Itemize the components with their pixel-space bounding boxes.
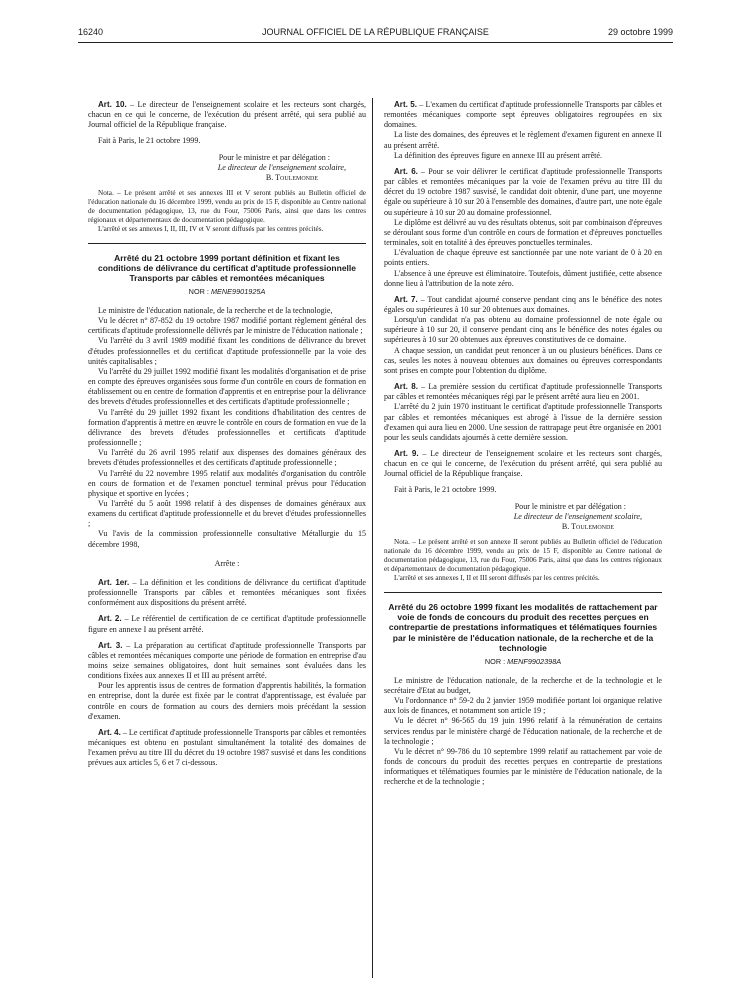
article-5-paragraph-2: La liste des domaines, des épreuves et le règlement d'examen figurent en annexe II au présent arrêté. [384,130,662,150]
article-6: Art. 6. – Pour se voir délivrer le certificat d'aptitude professionnelle Transports par câbles et remontées mécaniques par la voie de l'examen prévu au titre III du décret du 19 octobre 1987 susvisé, le candidat doit obtenir, d'une part, une moyenne égale ou supérieure à 10 sur 20 à l'ensemble des domaines, d'autre part, une note égale ou supérieure à 10 sur 20 au domaine professionnel. [384,166,662,217]
nota-paragraph: Nota. – Le présent arrêté et ses annexes III et V seront publiés au Bulletin officiel de l'éducation nationale du 16 décembre 1999, vendu au prix de 15 F, disponible au Centre national de documentation pédagogique, 13, rue du Four, 75006 Paris, ainsi que dans les centres régionaux et départementaux de documentation pédagogique. [88,189,366,224]
article-5-paragraph-3: La définition des épreuves figure en annexe III au présent arrêté. [394,150,603,160]
article-7: Art. 7. – Tout candidat ajourné conserve pendant cinq ans le bénéfice des notes égales ou supérieures à 10 sur 20 obtenues aux domaines. [384,294,662,314]
article-7-paragraph-3: A chaque session, un candidat peut renoncer à un ou plusieurs bénéfices. Dans ce cas, seules les notes à nouveau obtenues aux domaines ou épreuves correspondants sont prises en compte pour l'obtention du diplôme. [384,345,662,375]
article-8: Art. 8. – La première session du certificat d'aptitude professionnelle Transports par câbles et remontées mécaniques régi par le présent arrêté aura lieu en 2001. [384,382,662,402]
nota-diffusion: L'arrêté et ses annexes I, II et III seront diffusés par les centres précités. [394,573,600,582]
issue-date: 29 octobre 1999 [607,27,673,37]
article-2: Art. 2. – Le référentiel de certification de ce certificat d'aptitude professionnelle figure en annexe I au présent arrêté. [88,614,366,634]
header-rule [78,42,673,43]
visa-2: Vu l'arrêté du 3 avril 1989 modifié fixant les conditions de délivrance du brevet d'études professionnelles et du certificat d'aptitude professionnelle par la voie des unités capitalisables ; [88,336,366,366]
article-9: Art. 9. – Le directeur de l'enseignement scolaire et les recteurs sont chargés, chacun en ce qui le concerne, de l'exécution du présent arrêté, qui sera publié au Journal officiel de la République française. [384,449,662,479]
visa-6: Vu l'arrêté du 22 novembre 1995 relatif aux modalités d'organisation du contrôle en cours de formation et de l'examen ponctuel terminal prévus pour l'éducation physique et sportive en lycées ; [88,468,366,498]
article-8-paragraph-2: L'arrêté du 2 juin 1970 instituant le certificat d'aptitude professionnelle Transports par câbles et remontées mécaniques est abrogé à l'issue de la dernière session d'examen qui aura lieu en 2000. Une session de rattrapage peut être organisée en 2001 pour les seuls candidats ajournés à cette dernière session. [384,402,662,442]
article-3: Art. 3. – La préparation au certificat d'aptitude professionnelle Transports par câbles et remontées mécaniques comporte une période de formation en entreprise d'au moins seize semaines obligatoires, dont huit semaines sont évaluées dans les conditions fixées aux annexes II et III au présent arrêté. [88,640,366,681]
nor-reference: NOR : MENE9901925A [188,286,266,296]
right-column [384,100,662,788]
running-header [78,27,673,41]
visa-3: Vu l'arrêté du 29 juillet 1992 modifié fixant les modalités d'organisation et de prise en compte des épreuves organisées sous forme d'un contrôle en cours de formation en établissement ou en centre de formation d'apprentis et en entreprise pour la délivrance des brevets d'études professionnelles et des certificats d'aptitude professionnelle ; [88,366,366,407]
signature-place-date: Fait à Paris, le 21 octobre 1999. [98,136,201,146]
decree-title: Arrêté du 26 octobre 1999 fixant les modalités de rattachement par voie de fonds de concours du produit des recettes perçues en contrepartie de prestations informatiques et télématiques fournies par le ministère de l'éducation nationale, de la recherche et de la technologie [388,601,658,654]
signature-delegation: Pour le ministre et par délégation : [514,501,626,511]
nota-diffusion: L'arrêté et ses annexes I, II, III, IV et V seront diffusés par les centres précités. [98,224,324,233]
nor-reference: NOR : MENF9902398A [484,656,562,666]
article-1: Art. 1er. – La définition et les conditions de délivrance du certificat d'aptitude professionnelle Transports par câbles et remontées mécaniques sont fixées conformément aux dispositions du présent arrêté. [88,577,366,608]
signature-title: Le directeur de l'enseignement scolaire, [513,511,642,521]
preamble-ministers: Le ministre de l'éducation nationale, de la recherche et de la technologie et le secrétaire d'Etat au budget, [384,675,662,695]
visa-2: Vu le décret n° 96-565 du 19 juin 1996 relatif à la rémunération de certains services rendus par le ministère chargé de l'éducation nationale, de la recherche et de la technologie ; [384,716,662,746]
article-6-paragraph-4: L'absence à une épreuve est éliminatoire. Toutefois, dûment justifiée, cette absence donne lieu à l'attribution de la note zéro. [384,268,662,288]
visa-1: Vu l'ordonnance n° 59-2 du 2 janvier 1959 modifiée portant loi organique relative aux lois de finances, et notamment son article 19 ; [384,696,662,716]
signature-name: B. Toulemonde [561,521,614,531]
signature-place-date: Fait à Paris, le 21 octobre 1999. [394,485,497,495]
preamble-minister: Le ministre de l'éducation nationale, de la recherche et de la technologie, [98,306,333,315]
article-7-paragraph-2: Lorsqu'un candidat n'a pas obtenu au domaine professionnel de note égale ou supérieure à 10 sur 20, il conserve pendant cinq ans le bénéfice des notes égales ou supérieures à 10 sur 20 obtenues aux épreuves constitutives de ce domaine. [384,315,662,345]
signature-title: Le directeur de l'enseignement scolaire, [217,162,346,172]
nota-paragraph: Nota. – Le présent arrêté et son annexe II seront publiés au Bulletin officiel de l'éducation nationale du 16 décembre 1999, vendu au prix de 15 F, disponible au Centre national de documentation pédagogique, 13, rue du Four, 75006 Paris, ainsi que dans les centres régionaux et départementaux de documentation pédagogique. [384,538,662,573]
signature-name: B. Toulemonde [265,172,318,182]
article-5: Art. 5. – L'examen du certificat d'aptitude professionnelle Transports par câbles et remontées mécaniques comporte sept épreuves obligatoires regroupées en six domaines. [384,100,662,130]
visa-7: Vu l'arrêté du 5 août 1998 relatif à des dispenses de domaines généraux aux examens du certificat d'aptitude professionnelle et du brevet d'études professionnelles ; [88,498,366,529]
signature-delegation: Pour le ministre et par délégation : [218,152,330,162]
arrete-heading: Arrête : [214,558,240,568]
decree-title: Arrêté du 21 octobre 1999 portant définition et fixant les conditions de délivrance du certificat d'aptitude professionnelle Transports par câbles et remontées mécaniques [97,252,356,284]
article-6-paragraph-3: L'évaluation de chaque épreuve est sanctionnée par une note variant de 0 à 20 en points entiers. [384,248,662,268]
visa-3: Vu le décret n° 99-786 du 10 septembre 1999 relatif au rattachement par voie de fonds de concours du produit des recettes perçues en contrepartie de prestations informatiques et télématiques fournies par le ministère de l'éducation nationale, de la recherche et de la technologie ; [384,746,662,787]
column-divider [372,98,373,978]
article-3-paragraph-2: Pour les apprentis issus de centres de formation d'apprentis habilités, la formation en entreprise, dont la durée est fixée par le contrat d'apprentissage, est évaluée par contrôle en cours de formation au cours des derniers mois précédant la session d'examen. [88,681,366,721]
article-6-paragraph-2: Le diplôme est délivré au vu des résultats obtenus, soit par combinaison d'épreuves se déroulant sous forme d'un contrôle en cours de formation et d'épreuves ponctuelles terminales, soit en totalité à des épreuves ponctuelles terminales. [384,217,662,248]
journal-title: JOURNAL OFFICIEL DE LA RÉPUBLIQUE FRANÇAISE [262,27,489,37]
visa-5: Vu l'arrêté du 26 avril 1995 relatif aux dispenses des domaines généraux des brevets d'études professionnelles et des certificats d'aptitude professionnelle ; [88,448,366,468]
visa-4: Vu l'arrêté du 29 juillet 1992 fixant les conditions d'habilitation des centres de formation d'apprentis à mettre en œuvre le contrôle en cours de formation en vue de la délivrance des brevets d'études professionnelles et certificats d'aptitude professionnelle ; [88,407,366,448]
visa-1: Vu le décret n° 87-852 du 19 octobre 1987 modifié portant règlement général des certificats d'aptitude professionnelle délivrés par le ministre de l'éducation nationale ; [88,316,366,336]
page-number: 16240 [78,27,104,37]
visa-8: Vu l'avis de la commission professionnelle consultative Métallurgie du 15 décembre 1998, [88,529,366,549]
article-4: Art. 4. – Le certificat d'aptitude professionnelle Transports par câbles et remontées mécaniques est obtenu en postulant simultanément la totalité des domaines de l'examen prévu au titre III du décret du 19 octobre 1987 susvisé et dans les conditions prévues aux articles 5, 6 et 7 ci-dessous. [88,727,366,768]
article-10: Art. 10. – Le directeur de l'enseignement scolaire et les recteurs sont chargés, chacun en ce qui le concerne, de l'exécution du présent arrêté, qui sera publié au Journal officiel de la République française. [88,100,366,130]
left-column [88,100,366,769]
